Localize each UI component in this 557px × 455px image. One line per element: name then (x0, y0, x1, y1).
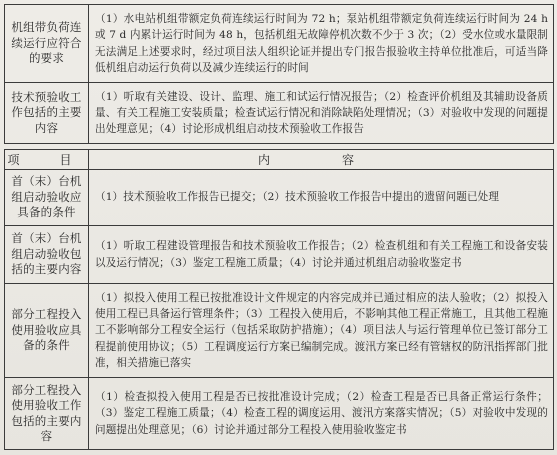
table-header-row (5, 150, 554, 170)
table-row (5, 5, 554, 83)
header-item: 项 目 (5, 150, 89, 170)
table-row (5, 170, 554, 226)
row-content: （1）技术预验收工作报告已提交；（2）技术预验收工作报告中提出的遗留问题已处理 (89, 170, 554, 226)
acceptance-table-bottom (4, 149, 554, 450)
row-label: 机组带负荷连续运行应符合的要求 (5, 5, 89, 83)
table-row (5, 284, 554, 378)
row-content: （1）听取工程建设管理报告和技术预验收工作报告；（2）检查机组和有关工程施工和设备安装以及运行情况；（3）鉴定工程施工质量；（4）讨论并通过机组启动验收鉴定书 (89, 226, 554, 284)
row-label: 首（末）台机组启动验收应具备的条件 (5, 170, 89, 226)
row-content: （1）拟投入使用工程已按批准设计文件规定的内容完成并已通过相应的法人验收；（2）拟投入使用工程已具备运行管理条件；（3）工程投入使用后，不影响其他工程正常施工，且其他工程施工不影响部分工程安全运行（包括采取防护措施）；（4）项目法人与运行管理单位已签订部分工程提前使用协议；（5）工程调度运行方案已编制完成。渡汛方案已经有管辖权的防汛指挥部门批准，相关措施已落实 (89, 284, 554, 378)
table-row (5, 83, 554, 144)
table-row (5, 378, 554, 450)
row-content: （1）水电站机组带额定负荷连续运行时间为 72 h；泵站机组带额定负荷连续运行时间为 24 h 或 7 d 内累计运行时间为 48 h，包括机组无故障停机次数不少于 3 次；（2）受水位或水量限制无法满足上述要求时，经过项目法人组织论证并提出专门报告报验收主持单位批准后，可适当降低机组启动运行负荷以及减少连续运行的时间 (89, 5, 554, 83)
row-label: 技术预验收工作包括的主要内容 (5, 83, 89, 144)
row-label: 部分工程投入使用验收工作包括的主要内容 (5, 378, 89, 450)
row-content: （1）检查拟投入使用工程是否已按批准设计完成；（2）检查工程是否已具备正常运行条件；（3）鉴定工程施工质量；（4）检查工程的调度运用、渡汛方案落实情况；（5）对验收中发现的问题提出处理意见；（6）讨论并通过部分工程投入使用验收鉴定书 (89, 378, 554, 450)
row-label: 首（末）台机组启动验收包括的主要内容 (5, 226, 89, 284)
table-row (5, 226, 554, 284)
header-content: 内 容 (89, 150, 554, 170)
row-content: （1）听取有关建设、设计、监理、施工和试运行情况报告；（2）检查评价机组及其辅助设备质量、有关工程施工安装质量；检查试运行情况和消除缺陷处理情况；（3）对验收中发现的问题提出处理意见；（4）讨论形成机组启动技术预验收工作报告 (89, 83, 554, 144)
requirements-table-top (4, 4, 554, 144)
row-label: 部分工程投入使用验收应具备的条件 (5, 284, 89, 378)
